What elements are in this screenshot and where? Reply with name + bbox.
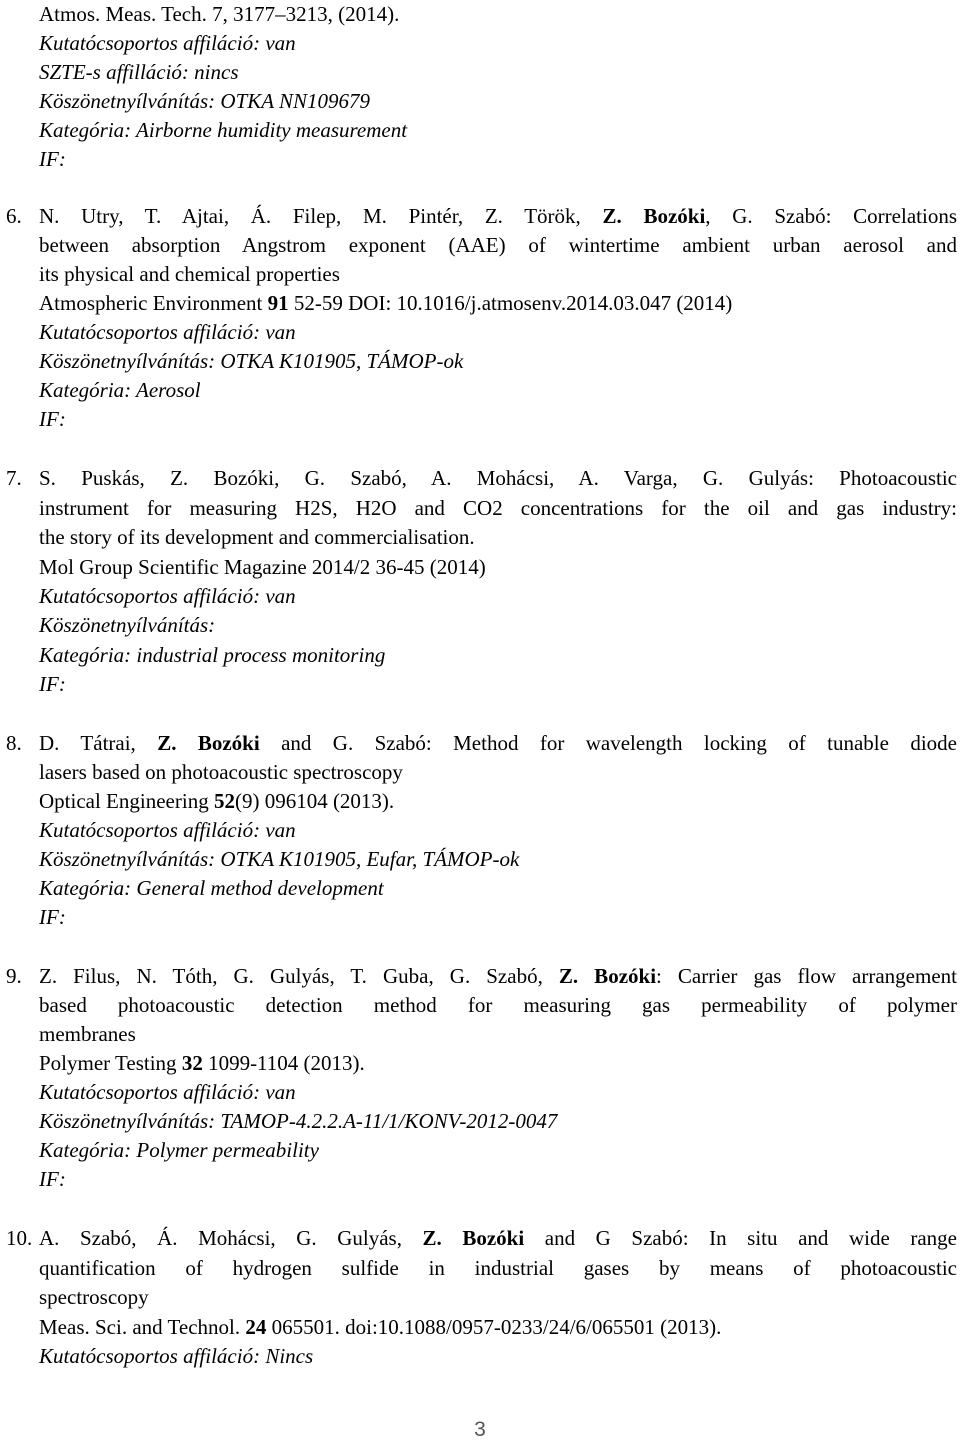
entry-journal: Polymer Testing 32 1099-1104 (2013). (39, 1051, 365, 1075)
highlighted-author: Z. Bozóki (558, 964, 657, 988)
entry-title-line: lasers based on photoacoustic spectroscopy (39, 760, 403, 784)
highlighted-author: Z. Bozóki (157, 731, 260, 755)
szte-affiliation-line: SZTE-s affilláció: nincs (39, 60, 239, 84)
entry-number: 7. (6, 466, 22, 490)
acknowledgement-line: Köszönetnyílvánítás: OTKA K101905, Eufar, TÁMOP-ok (39, 847, 520, 871)
entry-authors: S. Puskás, Z. Bozóki, G. Szabó, A. Mohácsi, A. Varga, G. Gulyás: Photoacoustic (39, 466, 957, 490)
affiliation-line: Kutatócsoportos affiláció: van (39, 320, 296, 344)
category-line: Kategória: Aerosol (39, 378, 201, 402)
affiliation-line: Kutatócsoportos affiláció: van (39, 818, 296, 842)
entry-title-line: membranes (39, 1022, 136, 1046)
entry-number: 8. (6, 731, 22, 755)
highlighted-author: Z. Bozóki (602, 204, 706, 228)
impact-factor-line: IF: (39, 1167, 66, 1191)
entry-journal: Atmospheric Environment 91 52-59 DOI: 10.1016/j.atmosenv.2014.03.047 (2014) (39, 291, 733, 315)
entry-title-line: its physical and chemical properties (39, 262, 340, 286)
affiliation-line: Kutatócsoportos affiláció: van (39, 1080, 296, 1104)
entry-number: 9. (6, 964, 22, 988)
page-number: 3 (474, 1418, 486, 1441)
category-line: Kategória: Airborne humidity measurement (39, 118, 408, 142)
entry-authors: D. Tátrai, Z. Bozóki and G. Szabó: Method for wavelength locking of tunable diode (39, 731, 957, 755)
category-line: Kategória: General method development (39, 876, 384, 900)
entry-journal: Mol Group Scientific Magazine 2014/2 36-45 (2014) (39, 555, 486, 579)
affiliation-line: Kutatócsoportos affiláció: Nincs (39, 1344, 314, 1368)
impact-factor-line: IF: (39, 407, 66, 431)
entry-title-line: based photoacoustic detection method for measuring gas permeability of polymer (39, 993, 957, 1017)
acknowledgement-line: Köszönetnyílvánítás: (39, 613, 216, 637)
entry-journal: Optical Engineering 52(9) 096104 (2013). (39, 789, 395, 813)
impact-factor-line: IF: (39, 147, 66, 171)
entry-authors: N. Utry, T. Ajtai, Á. Filep, M. Pintér, Z. Török, Z. Bozóki, G. Szabó: Correlations (39, 204, 957, 228)
entry-title-line: between absorption Angstrom exponent (AAE) of wintertime ambient urban aerosol and (39, 233, 957, 257)
entry-title-line: spectroscopy (39, 1285, 149, 1309)
entry-number: 10. (6, 1226, 33, 1250)
category-line: Kategória: industrial process monitoring (39, 643, 386, 667)
affiliation-line: Kutatócsoportos affiláció: van (39, 584, 296, 608)
entry-number: 6. (6, 204, 22, 228)
affiliation-line: Kutatócsoportos affiláció: van (39, 31, 296, 55)
category-line: Kategória: Polymer permeability (39, 1138, 319, 1162)
acknowledgement-line: Köszönetnyílvánítás: OTKA NN109679 (39, 89, 370, 113)
entry-journal: Meas. Sci. and Technol. 24 065501. doi:10.1088/0957-0233/24/6/065501 (2013). (39, 1315, 722, 1339)
impact-factor-line: IF: (39, 905, 66, 929)
entry-title-line: quantification of hydrogen sulfide in industrial gases by means of photoacoustic (39, 1256, 957, 1280)
entry-authors: Z. Filus, N. Tóth, G. Gulyás, T. Guba, G. Szabó, Z. Bozóki: Carrier gas flow arrangement (39, 964, 957, 988)
highlighted-author: Z. Bozóki (422, 1226, 525, 1250)
entry-title-line: instrument for measuring H2S, H2O and CO2 concentrations for the oil and gas industry: (39, 496, 957, 520)
acknowledgement-line: Köszönetnyílvánítás: OTKA K101905, TÁMOP-ok (39, 349, 464, 373)
journal-reference: Atmos. Meas. Tech. 7, 3177–3213, (2014). (39, 2, 400, 26)
entry-title-line: the story of its development and commercialisation. (39, 525, 475, 549)
entry-authors: A. Szabó, Á. Mohácsi, G. Gulyás, Z. Bozóki and G Szabó: In situ and wide range (39, 1226, 957, 1250)
acknowledgement-line: Köszönetnyílvánítás: TAMOP-4.2.2.A-11/1/KONV-2012-0047 (39, 1109, 558, 1133)
impact-factor-line: IF: (39, 672, 66, 696)
